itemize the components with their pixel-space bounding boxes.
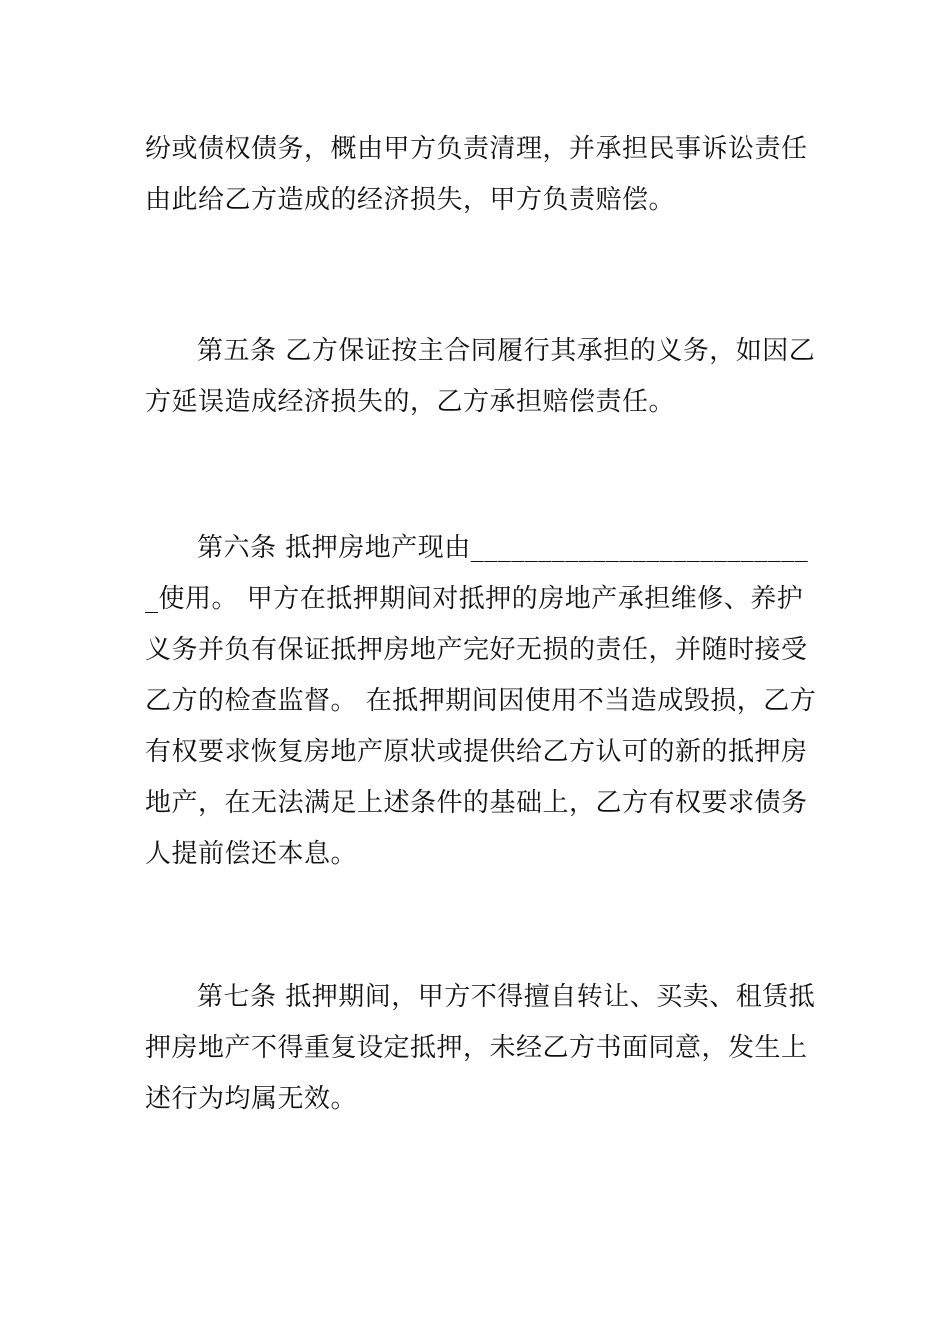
text-line: 地产，在无法满足上述条件的基础上，乙方有权要求债务 [145, 788, 808, 818]
text-line: 纷或债权债务，概由甲方负责清理，并承担民事诉讼责任 [145, 134, 808, 164]
text-line: _使用。 甲方在抵押期间对抵押的房地产承担维修、养护 [145, 584, 804, 614]
text-line: 押房地产不得重复设定抵押，未经乙方书面同意，发生上 [145, 1033, 808, 1063]
text-line: 由此给乙方造成的经济损失，甲方负责赔偿。 [145, 185, 676, 215]
article-5 [145, 326, 816, 428]
article-6 [145, 523, 817, 880]
text-line: 第七条 抵押期间，甲方不得擅自转让、买卖、租赁抵 [197, 982, 816, 1012]
text-line: 第六条 抵押房地产现由_________________________ [197, 533, 809, 563]
article-7 [145, 972, 816, 1125]
text-line: 义务并负有保证抵押房地产完好无损的责任，并随时接受 [145, 635, 808, 665]
text-line: 第五条 乙方保证按主合同履行其承担的义务，如因乙 [197, 336, 816, 366]
text-line: 乙方的检查监督。 在抵押期间因使用不当造成毁损，乙方 [145, 686, 817, 716]
text-line: 有权要求恢复房地产原状或提供给乙方认可的新的抵押房 [145, 737, 808, 767]
text-line: 方延误造成经济损失的，乙方承担赔偿责任。 [145, 387, 676, 417]
text-line: 述行为均属无效。 [145, 1084, 358, 1114]
text-line: 人提前偿还本息。 [145, 839, 358, 869]
paragraph-continuation [145, 124, 807, 226]
